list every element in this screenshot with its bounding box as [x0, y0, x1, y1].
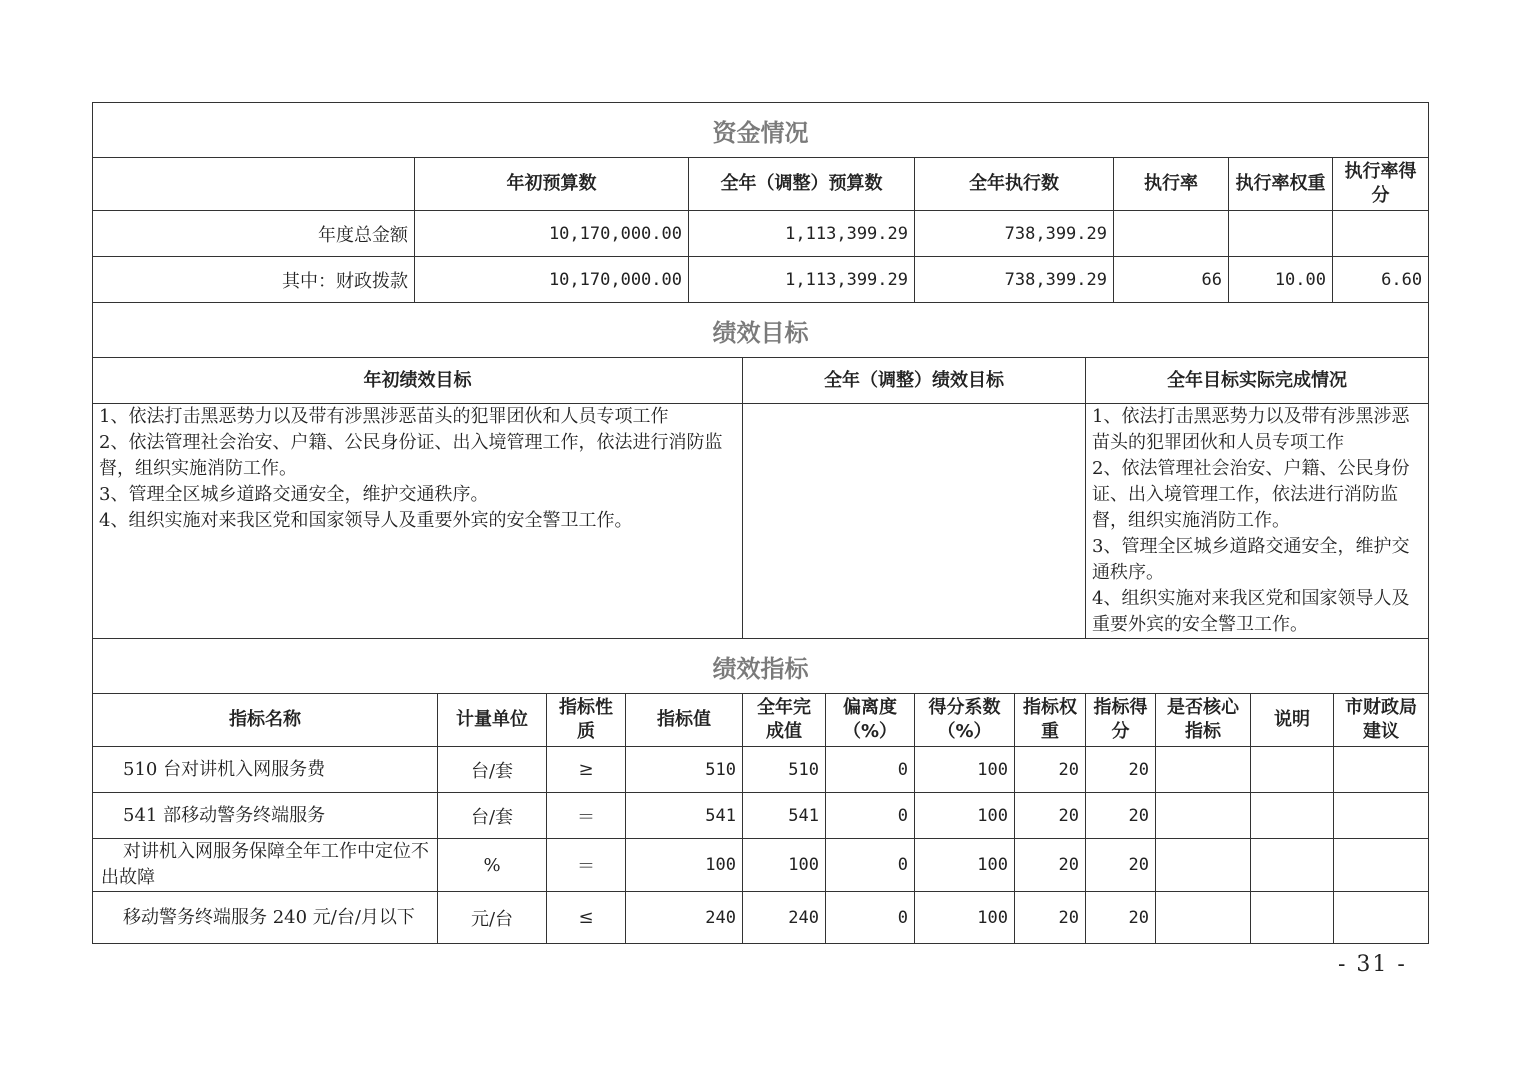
funds-score-value: 6.60: [1333, 257, 1429, 303]
adjusted-goals-cell: [743, 404, 1086, 639]
ind-header-weight: 指标权重: [1015, 694, 1086, 747]
ind-header-coef: 得分系数（%）: [915, 694, 1015, 747]
table-row: [93, 793, 1429, 839]
goals-section-title: 绩效目标: [93, 303, 1429, 358]
indicators-table: [92, 638, 1429, 944]
ind-deviation: 0: [826, 892, 915, 944]
ind-target: 100: [626, 839, 743, 892]
funds-row-label: 其中：财政拨款: [93, 257, 415, 303]
initial-goals-cell: [93, 404, 743, 639]
funds-section-title: 资金情况: [93, 103, 1429, 158]
ind-weight: 20: [1015, 793, 1086, 839]
ind-nature: ＝: [547, 839, 626, 892]
table-row: [93, 892, 1429, 944]
funds-initial-value: 10,170,000.00: [415, 257, 689, 303]
ind-unit: 台/套: [438, 793, 547, 839]
goals-header-actual: 全年目标实际完成情况: [1086, 358, 1429, 404]
ind-target: 510: [626, 747, 743, 793]
goals-header-adjusted: 全年（调整）绩效目标: [743, 358, 1086, 404]
ind-header-target: 指标值: [626, 694, 743, 747]
ind-unit: 元/台: [438, 892, 547, 944]
ind-actual: 240: [743, 892, 826, 944]
report-sheet: [92, 102, 1428, 944]
goal-line: 4、组织实施对来我区党和国家领导人及重要外宾的安全警卫工作。: [99, 510, 633, 531]
ind-name-text: 对讲机入网服务保障全年工作中定位不出故障: [101, 841, 429, 888]
funds-initial-value: 10,170,000.00: [415, 211, 689, 257]
funds-row-label: 年度总金额: [93, 211, 415, 257]
goal-line: 4、组织实施对来我区党和国家领导人及重要外宾的安全警卫工作。: [1092, 588, 1410, 635]
ind-core: [1156, 892, 1251, 944]
goal-line: 3、管理全区城乡道路交通安全，维护交通秩序。: [99, 484, 489, 505]
ind-deviation: 0: [826, 747, 915, 793]
ind-name: 510 台对讲机入网服务费: [93, 747, 438, 793]
ind-score: 20: [1086, 747, 1156, 793]
funds-header-adjusted: 全年（调整）预算数: [689, 158, 915, 211]
ind-core: [1156, 747, 1251, 793]
funds-rate-value: [1114, 211, 1229, 257]
actual-goals-cell: [1086, 404, 1429, 639]
funds-weight-value: 10.00: [1229, 257, 1333, 303]
funds-executed-value: 738,399.29: [915, 257, 1114, 303]
goal-line: 3、管理全区城乡道路交通安全，维护交通秩序。: [1092, 536, 1410, 583]
ind-core: [1156, 839, 1251, 892]
ind-advice: [1334, 892, 1429, 944]
ind-advice: [1334, 793, 1429, 839]
goal-line: 2、依法管理社会治安、户籍、公民身份证、出入境管理工作，依法进行消防监督，组织实施消防工作。: [99, 432, 723, 479]
funds-weight-value: [1229, 211, 1333, 257]
ind-advice: [1334, 747, 1429, 793]
funds-header-initial: 年初预算数: [415, 158, 689, 211]
ind-coef: 100: [915, 793, 1015, 839]
ind-score: 20: [1086, 892, 1156, 944]
ind-deviation: 0: [826, 839, 915, 892]
ind-header-name: 指标名称: [93, 694, 438, 747]
funds-adjusted-value: 1,113,399.29: [689, 257, 915, 303]
ind-nature: ≤: [547, 892, 626, 944]
goals-table: [92, 302, 1429, 639]
ind-score: 20: [1086, 793, 1156, 839]
ind-coef: 100: [915, 747, 1015, 793]
ind-weight: 20: [1015, 892, 1086, 944]
ind-nature: ＝: [547, 793, 626, 839]
ind-header-unit: 计量单位: [438, 694, 547, 747]
funds-header-executed: 全年执行数: [915, 158, 1114, 211]
ind-name: [93, 892, 438, 944]
ind-nature: ≥: [547, 747, 626, 793]
ind-weight: 20: [1015, 747, 1086, 793]
ind-header-core: 是否核心指标: [1156, 694, 1251, 747]
ind-header-nature: 指标性质: [547, 694, 626, 747]
funds-rate-value: 66: [1114, 257, 1229, 303]
ind-header-advice: 市财政局建议: [1334, 694, 1429, 747]
ind-name: [93, 839, 438, 892]
ind-actual: 541: [743, 793, 826, 839]
funds-adjusted-value: 1,113,399.29: [689, 211, 915, 257]
goal-line: 1、依法打击黑恶势力以及带有涉黑涉恶苗头的犯罪团伙和人员专项工作: [99, 406, 669, 427]
indicators-section-title: 绩效指标: [93, 639, 1429, 694]
ind-header-note: 说明: [1251, 694, 1334, 747]
goal-line: 1、依法打击黑恶势力以及带有涉黑涉恶苗头的犯罪团伙和人员专项工作: [1092, 406, 1410, 453]
funds-table: [92, 102, 1429, 303]
ind-coef: 100: [915, 892, 1015, 944]
funds-header-rate: 执行率: [1114, 158, 1229, 211]
funds-score-value: [1333, 211, 1429, 257]
ind-deviation: 0: [826, 793, 915, 839]
ind-core: [1156, 793, 1251, 839]
ind-unit: 台/套: [438, 747, 547, 793]
ind-note: [1251, 747, 1334, 793]
ind-actual: 100: [743, 839, 826, 892]
ind-note: [1251, 892, 1334, 944]
ind-unit: %: [438, 839, 547, 892]
ind-advice: [1334, 839, 1429, 892]
funds-header-score: 执行率得分: [1333, 158, 1429, 211]
table-row: [93, 747, 1429, 793]
ind-header-actual: 全年完成值: [743, 694, 826, 747]
table-row: [93, 211, 1429, 257]
ind-note: [1251, 839, 1334, 892]
ind-header-score: 指标得分: [1086, 694, 1156, 747]
goal-line: 2、依法管理社会治安、户籍、公民身份证、出入境管理工作，依法进行消防监督，组织实施消防工作。: [1092, 458, 1410, 531]
goals-header-initial: 年初绩效目标: [93, 358, 743, 404]
ind-score: 20: [1086, 839, 1156, 892]
ind-weight: 20: [1015, 839, 1086, 892]
page-number: - 31 -: [1338, 952, 1407, 977]
ind-name: 541 部移动警务终端服务: [93, 793, 438, 839]
ind-name-text: 移动警务终端服务 240 元/台/月以下: [123, 906, 415, 928]
table-row: [93, 257, 1429, 303]
ind-target: 541: [626, 793, 743, 839]
funds-executed-value: 738,399.29: [915, 211, 1114, 257]
funds-header-weight: 执行率权重: [1229, 158, 1333, 211]
ind-actual: 510: [743, 747, 826, 793]
ind-coef: 100: [915, 839, 1015, 892]
ind-header-deviation: 偏离度（%）: [826, 694, 915, 747]
ind-target: 240: [626, 892, 743, 944]
table-row: [93, 839, 1429, 892]
funds-header-blank: [93, 158, 415, 211]
ind-note: [1251, 793, 1334, 839]
